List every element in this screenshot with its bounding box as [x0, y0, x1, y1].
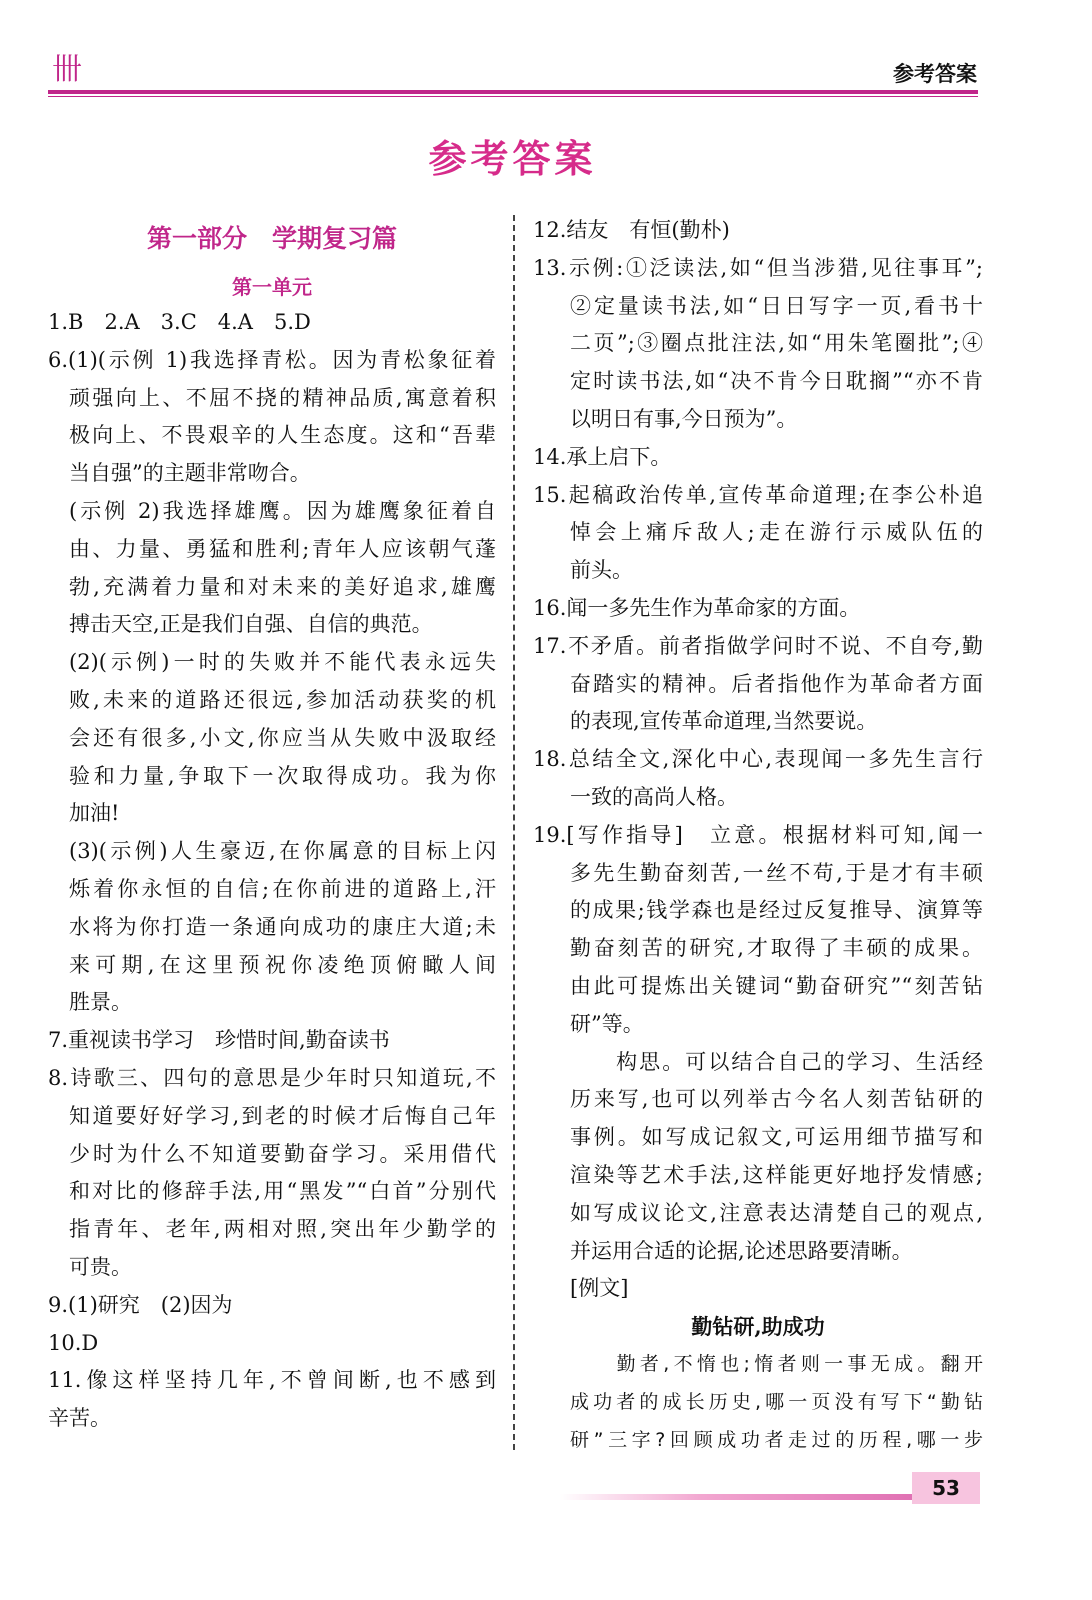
example-title: 勤钻研,助成功	[691, 1314, 825, 1340]
answer-line: 勤奋刻苦的研究,才取得了丰硕的成果。	[570, 936, 983, 961]
answer-line: 18.总结全文,深化中心,表现闻一多先生言行	[533, 747, 983, 772]
answer-line: 19.[写作指导] 立意。根据材料可知,闻一	[533, 822, 983, 847]
footer-bar	[560, 1494, 915, 1500]
answer-line: (2)(示例)一时的失败并不能代表永远失	[69, 650, 496, 675]
answer-line: 烁着你永恒的自信;在你前进的道路上,汗	[69, 876, 496, 901]
answer-line: 6.(1)(示例 1)我选择青松。因为青松象征着	[48, 347, 496, 372]
right-column	[533, 212, 983, 1459]
answer-line: 勃,充满着力量和对未来的美好追求,雄鹰	[69, 574, 496, 599]
answer-line: 由此可提炼出关键词“勤奋研究”“刻苦钻	[570, 973, 983, 998]
answer-line: 8.诗歌三、四句的意思是少年时只知道玩,不	[48, 1065, 496, 1090]
answer-line: 多先生勤奋刻苦,一丝不苟,于是才有丰硕	[570, 860, 983, 885]
header-rule	[48, 90, 978, 94]
column-divider	[513, 215, 515, 1450]
answer-line: ②定量读书法,如“日日写字一页,看书十	[570, 293, 983, 318]
header-logo: 卌	[52, 52, 84, 87]
page-title: 参考答案	[428, 136, 597, 181]
answer-line: 13.示例:①泛读法,如“但当涉猎,见往事耳”;	[533, 255, 983, 280]
answer-line: [例文]	[570, 1276, 629, 1301]
answer-line: 1.B 2.A 3.C 4.A 5.D	[48, 310, 311, 334]
answer-line: 12.结友 有恒(勤朴)	[533, 218, 730, 242]
example-line: 研”三字?回顾成功者走过的历程,哪一步	[570, 1428, 983, 1451]
answer-line: 指青年、老年,两相对照,突出年少勤学的	[69, 1217, 496, 1242]
answer-line: 悼会上痛斥敌人;走在游行示威队伍的	[570, 520, 983, 545]
page-number: 53	[912, 1472, 980, 1504]
part-title: 第一部分 学期复习篇	[146, 224, 397, 253]
answer-line: 可贵。	[69, 1254, 132, 1279]
header-rule-thin	[48, 96, 978, 97]
answer-line: 并运用合适的论据,论述思路要清晰。	[570, 1238, 913, 1263]
answer-line: 顽强向上、不屈不挠的精神品质,寓意着积	[69, 385, 496, 410]
answer-line: 14.承上启下。	[533, 444, 672, 469]
answer-line: 定时读书法,如“决不肯今日耽搁”“亦不肯	[570, 369, 983, 394]
answer-line: 如写成议论文,注意表达清楚自己的观点,	[570, 1200, 983, 1225]
left-column	[48, 212, 496, 1438]
answer-line: 构思。可以结合自己的学习、生活经	[570, 1049, 983, 1074]
answer-line: (示例 2)我选择雄鹰。因为雄鹰象征着自	[69, 498, 496, 523]
answer-line: 知道要好好学习,到老的时候才后悔自己年	[69, 1103, 496, 1128]
answer-line: 研”等。	[570, 1011, 644, 1036]
answer-line: 一致的高尚人格。	[570, 784, 738, 809]
answer-line: 胜景。	[69, 990, 132, 1015]
answer-line: 15.起稿政治传单,宣传革命道理;在李公朴追	[533, 482, 983, 507]
example-line: 成功者的成长历史,哪一页没有写下“勤钻	[570, 1390, 983, 1413]
example-line: 勤者,不惰也;惰者则一事无成。翻开	[570, 1352, 983, 1375]
answer-line: (3)(示例)人生豪迈,在你属意的目标上闪	[69, 839, 496, 864]
answer-line: 奋踏实的精神。后者指他作为革命者方面	[570, 671, 983, 696]
answer-line: 败,未来的道路还很远,参加活动获奖的机	[69, 687, 496, 712]
answer-line: 事例。如写成记叙文,可运用细节描写和	[570, 1125, 983, 1150]
answer-line: 搏击天空,正是我们自强、自信的典范。	[69, 612, 433, 637]
answer-line: 历来写,也可以列举古今名人刻苦钻研的	[570, 1087, 983, 1112]
answer-line: 由、力量、勇猛和胜利;青年人应该朝气蓬	[69, 536, 496, 561]
answer-line: 9.(1)研究 (2)因为	[48, 1292, 233, 1317]
answer-line: 会还有很多,小文,你应当从失败中汲取经	[69, 725, 496, 750]
answer-line: 16.闻一多先生作为革命家的方面。	[533, 595, 861, 620]
answer-line: 当自强”的主题非常吻合。	[69, 461, 311, 486]
answer-line: 17.不矛盾。前者指做学问时不说、不自夸,勤	[533, 633, 983, 658]
answer-line: 渲染等艺术手法,这样能更好地抒发情感;	[570, 1162, 983, 1187]
answer-line: 二页”;③圈点批注法,如“用朱笔圈批”;④	[570, 331, 983, 356]
answer-line: 的表现,宣传革命道理,当然要说。	[570, 709, 878, 734]
answer-line: 水将为你打造一条通向成功的康庄大道;未	[69, 914, 496, 939]
answer-line: 辛苦。	[48, 1406, 111, 1431]
answer-line: 的成果;钱学森也是经过反复推导、演算等	[570, 898, 983, 923]
answer-line: 来可期,在这里预祝你凌绝顶俯瞰人间	[69, 952, 496, 977]
answer-line: 以明日有事,今日预为”。	[570, 406, 798, 431]
answer-line: 10.D	[48, 1330, 99, 1355]
answer-line: 7.重视读书学习 珍惜时间,勤奋读书	[48, 1028, 390, 1053]
answer-line: 少时为什么不知道要勤奋学习。采用借代	[69, 1141, 496, 1166]
answer-line: 前头。	[570, 558, 633, 583]
header-title: 参考答案	[893, 62, 977, 86]
answer-line: 和对比的修辞手法,用“黑发”“白首”分别代	[69, 1179, 496, 1204]
answer-line: 11.像这样坚持几年,不曾间断,也不感到	[48, 1368, 496, 1393]
unit-title: 第一单元	[232, 275, 312, 299]
answer-line: 验和力量,争取下一次取得成功。我为你	[69, 763, 496, 788]
answer-line: 加油!	[69, 801, 120, 826]
answer-line: 极向上、不畏艰辛的人生态度。这和“吾辈	[69, 423, 496, 448]
